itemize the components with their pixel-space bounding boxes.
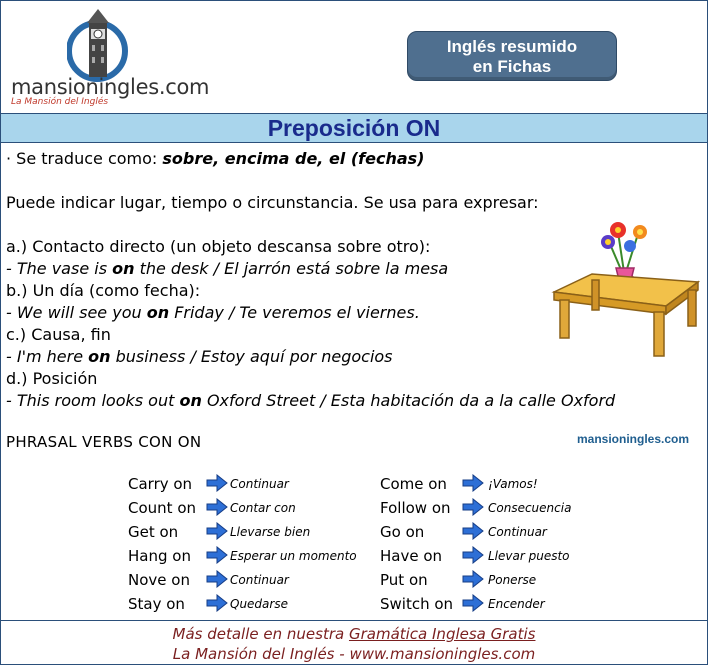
translation-value: sobre, encima de, el (fechas) [162, 149, 425, 168]
table-row [128, 496, 588, 520]
arrow-right-icon [206, 568, 228, 592]
table-row [128, 568, 588, 592]
item-heading: c.) Causa, fin [6, 325, 111, 344]
item-example: - We will see you on Friday / Te veremos el viernes. [6, 303, 420, 322]
series-badge [407, 31, 617, 81]
arrow-right-icon [206, 544, 228, 568]
verb-meaning: Ponerse [488, 573, 537, 587]
phrasal-verb: Switch on [380, 595, 454, 613]
verb-meaning: Encender [488, 597, 545, 611]
mini-logo-text: mansioningles.com [577, 432, 690, 446]
logo-tagline: La Mansión del Inglés [11, 97, 109, 107]
page-title: Preposición ON [1, 113, 707, 143]
item-example: - This room looks out on Oxford Street / Esta habitación da a la calle Oxford [6, 391, 616, 410]
intro-text: Puede indicar lugar, tiempo o circunstancia. Se usa para expresar: [6, 193, 539, 212]
grammar-link[interactable]: Gramática Inglesa Gratis [348, 625, 536, 643]
table-row [128, 592, 588, 616]
item-heading: d.) Posición [6, 369, 98, 388]
item-example: - The vase is on the desk / El jarrón está sobre la mesa [6, 259, 449, 278]
footer-line1 [1, 624, 707, 644]
translation-line [6, 148, 706, 170]
arrow-right-icon [462, 472, 484, 496]
translation-prefix: · Se traduce como: [6, 149, 163, 168]
header [1, 1, 707, 113]
table-row [128, 520, 588, 544]
verb-meaning: Quedarse [230, 597, 288, 611]
verb-meaning: Contar con [230, 501, 296, 515]
badge-line1: Inglés resumido [446, 37, 578, 56]
footer-prefix: Más detalle en nuestra [172, 625, 349, 643]
arrow-right-icon [206, 472, 228, 496]
verb-meaning: Consecuencia [488, 501, 572, 515]
table-row [128, 472, 588, 496]
verb-meaning: ¡Vamos! [488, 477, 538, 491]
arrow-right-icon [206, 496, 228, 520]
verb-meaning: Continuar [230, 477, 289, 491]
phrasal-verb: Nove on [128, 571, 190, 589]
footer-line2: La Mansión del Inglés - www.mansioningles.com [172, 645, 536, 663]
table-row [128, 544, 588, 568]
badge-line2: en Fichas [472, 57, 552, 76]
phrasal-verb: Count on [128, 499, 196, 517]
arrow-right-icon [462, 496, 484, 520]
verb-meaning: Continuar [230, 573, 289, 587]
phrasal-verb: Stay on [128, 595, 185, 613]
arrow-right-icon [462, 544, 484, 568]
logo-text[interactable]: mansioningles.com [11, 75, 210, 99]
item-example: - I'm here on business / Estoy aquí por negocios [6, 347, 393, 366]
phrasal-verbs-title: PHRASAL VERBS CON ON [6, 433, 202, 451]
phrasal-verb: Go on [380, 523, 425, 541]
phrasal-verbs-table [128, 472, 588, 616]
big-ben-logo-icon [67, 7, 131, 83]
item-heading: b.) Un día (como fecha): [6, 281, 201, 300]
arrow-right-icon [462, 568, 484, 592]
arrow-right-icon [462, 592, 484, 616]
verb-meaning: Llevar puesto [488, 549, 570, 563]
phrasal-verb: Follow on [380, 499, 451, 517]
phrasal-verb: Put on [380, 571, 428, 589]
arrow-right-icon [206, 520, 228, 544]
table-vase-illustration-icon [548, 210, 700, 360]
arrow-right-icon [462, 520, 484, 544]
phrasal-verb: Carry on [128, 475, 193, 493]
phrasal-verb: Come on [380, 475, 447, 493]
verb-meaning: Llevarse bien [230, 525, 311, 539]
phrasal-verb: Hang on [128, 547, 191, 565]
phrasal-verb: Get on [128, 523, 179, 541]
phrasal-verb: Have on [380, 547, 443, 565]
verb-meaning: Esperar un momento [230, 549, 357, 563]
arrow-right-icon [206, 592, 228, 616]
item-heading: a.) Contacto directo (un objeto descansa sobre otro): [6, 237, 431, 256]
footer [1, 620, 707, 664]
verb-meaning: Continuar [488, 525, 547, 539]
